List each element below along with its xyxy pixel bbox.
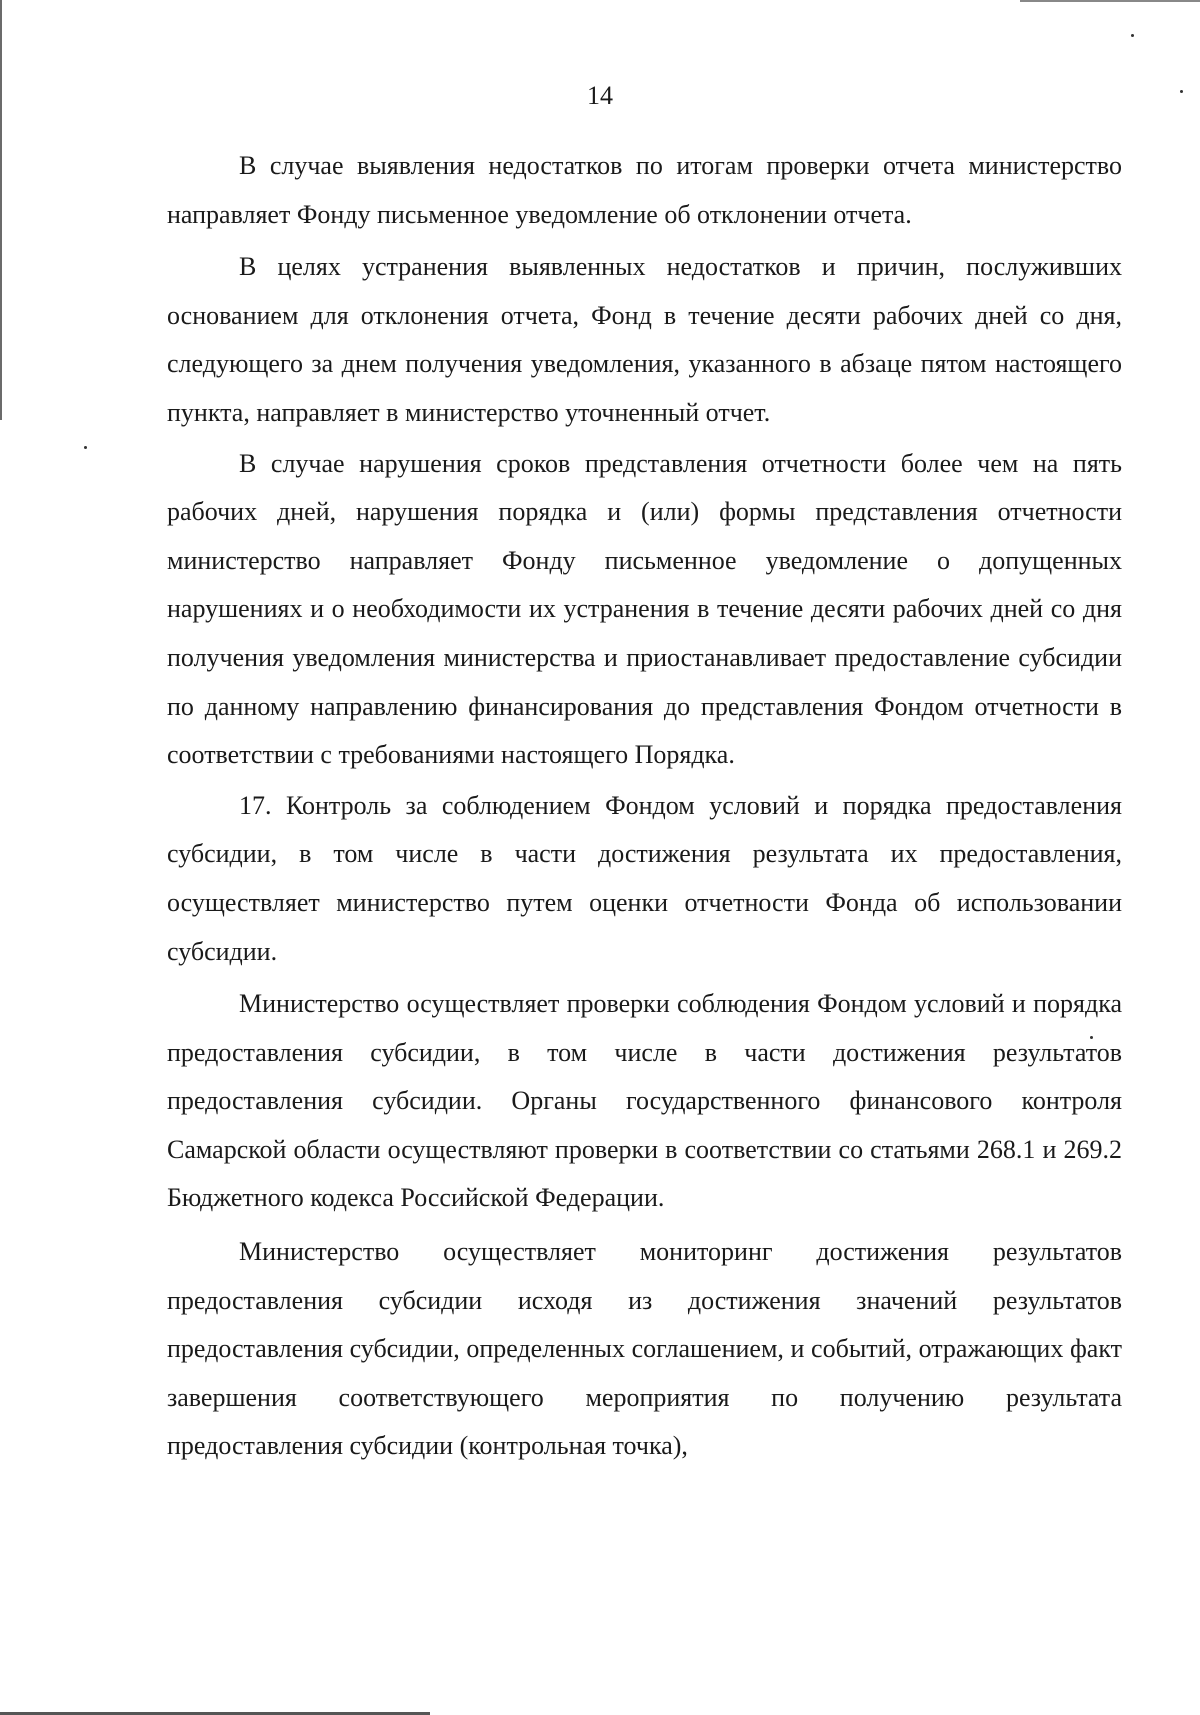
paragraph: 17. Контроль за соблюдением Фондом условий и порядка предоставления субсидии, в том числе в части достижения результата их предоставления, осуществляет министерство путем оценки отчетности Фонда об использовании субсидии. [167,790,1122,966]
document-body [167,142,1122,1471]
paragraph: В случае выявления недостатков по итогам проверки отчета министерство направляет Фонду письменное уведомление об отклонении отчета. [167,151,1122,229]
paragraph: Министерство осуществляет мониторинг достижения результатов предоставления субсидии исходя из достижения значений результатов предоставления субсидии, определенных соглашением, и событий, отражающих факт завершения соответствующего мероприятия по получению результата предоставления субсидии (контрольная точка), [167,1237,1122,1461]
scan-speck [84,446,87,449]
paragraph: В целях устранения выявленных недостатков и причин, послуживших основанием для отклонения отчета, Фонд в течение десяти рабочих дней со дня, следующего за днем получения уведомления, указанного в абзаце пятом настоящего пункта, направляет в министерство уточненный отчет. [167,252,1122,427]
paragraph: Министерство осуществляет проверки соблюдения Фондом условий и порядка предоставления субсидии, в том числе в части достижения результатов предоставления субсидии. Органы государственного финансового контроля Самарской области осуществляют проверки в соответствии со статьями 268.1 и 269.2 Бюджетного кодекса Российской Федерации. [167,989,1122,1213]
paragraph: В случае нарушения сроков представления отчетности более чем на пять рабочих дней, нарушения порядка и (или) формы представления отчетности министерство направляет Фонду письменное уведомление о допущенных нарушениях и о необходимости их устранения в течение десяти рабочих дней со дня получения уведомления министерства и приостанавливает предоставление субсидии по данному направлению финансирования до представления Фондом отчетности в соответствии с требованиями настоящего Порядка. [167,448,1122,770]
scan-left-edge [0,0,2,420]
scan-speck [1131,34,1134,37]
page-number: 14 [587,81,613,110]
scan-top-edge [1020,0,1200,2]
